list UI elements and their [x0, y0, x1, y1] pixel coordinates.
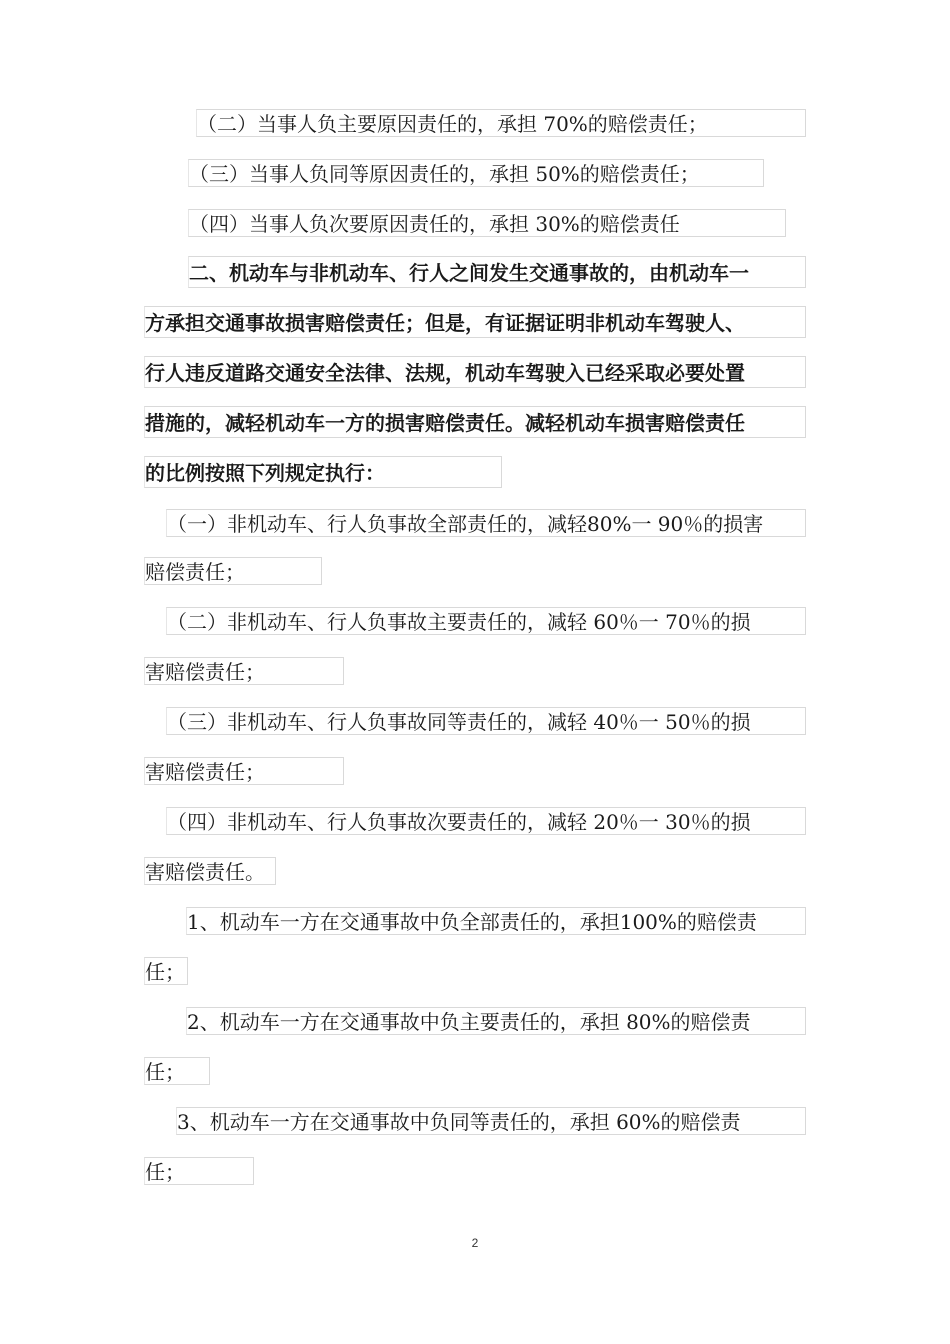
text-line: 害赔偿责任； [144, 657, 344, 685]
text-line: 赔偿责任； [144, 557, 322, 585]
text-line: （一）非机动车、行人负事故全部责任的，减轻80%一 90％的损害 [166, 509, 806, 537]
text-line: （三）当事人负同等原因责任的，承担 50%的赔偿责任； [188, 159, 764, 187]
text-line: 任； [144, 1057, 210, 1085]
text-line: （二）非机动车、行人负事故主要责任的，减轻 60％一 70％的损 [166, 607, 806, 635]
text-line: 1、机动车一方在交通事故中负全部责任的，承担100%的赔偿责 [186, 907, 806, 935]
text-line: （三）非机动车、行人负事故同等责任的，减轻 40％一 50％的损 [166, 707, 806, 735]
page-number: 2 [471, 1236, 479, 1250]
text-line: （四）非机动车、行人负事故次要责任的，减轻 20％一 30％的损 [166, 807, 806, 835]
text-line: 任； [144, 957, 188, 985]
text-line-bold: 方承担交通事故损害赔偿责任；但是，有证据证明非机动车驾驶人、 [144, 306, 806, 338]
text-line: 害赔偿责任。 [144, 857, 276, 885]
text-line-bold: 措施的，减轻机动车一方的损害赔偿责任。减轻机动车损害赔偿责任 [144, 406, 806, 438]
text-line: 任； [144, 1157, 254, 1185]
text-line: 3、机动车一方在交通事故中负同等责任的，承担 60%的赔偿责 [176, 1107, 806, 1135]
text-line: （二）当事人负主要原因责任的，承担 70%的赔偿责任； [196, 109, 806, 137]
text-line-bold: 的比例按照下列规定执行： [144, 456, 502, 488]
text-line-bold: 二、机动车与非机动车、行人之间发生交通事故的，由机动车一 [188, 256, 806, 288]
text-line: （四）当事人负次要原因责任的，承担 30%的赔偿责任 [188, 209, 786, 237]
text-line: 2、机动车一方在交通事故中负主要责任的，承担 80%的赔偿责 [186, 1007, 806, 1035]
text-line: 害赔偿责任； [144, 757, 344, 785]
text-line-bold: 行人违反道路交通安全法律、法规，机动车驾驶入已经采取必要处置 [144, 356, 806, 388]
